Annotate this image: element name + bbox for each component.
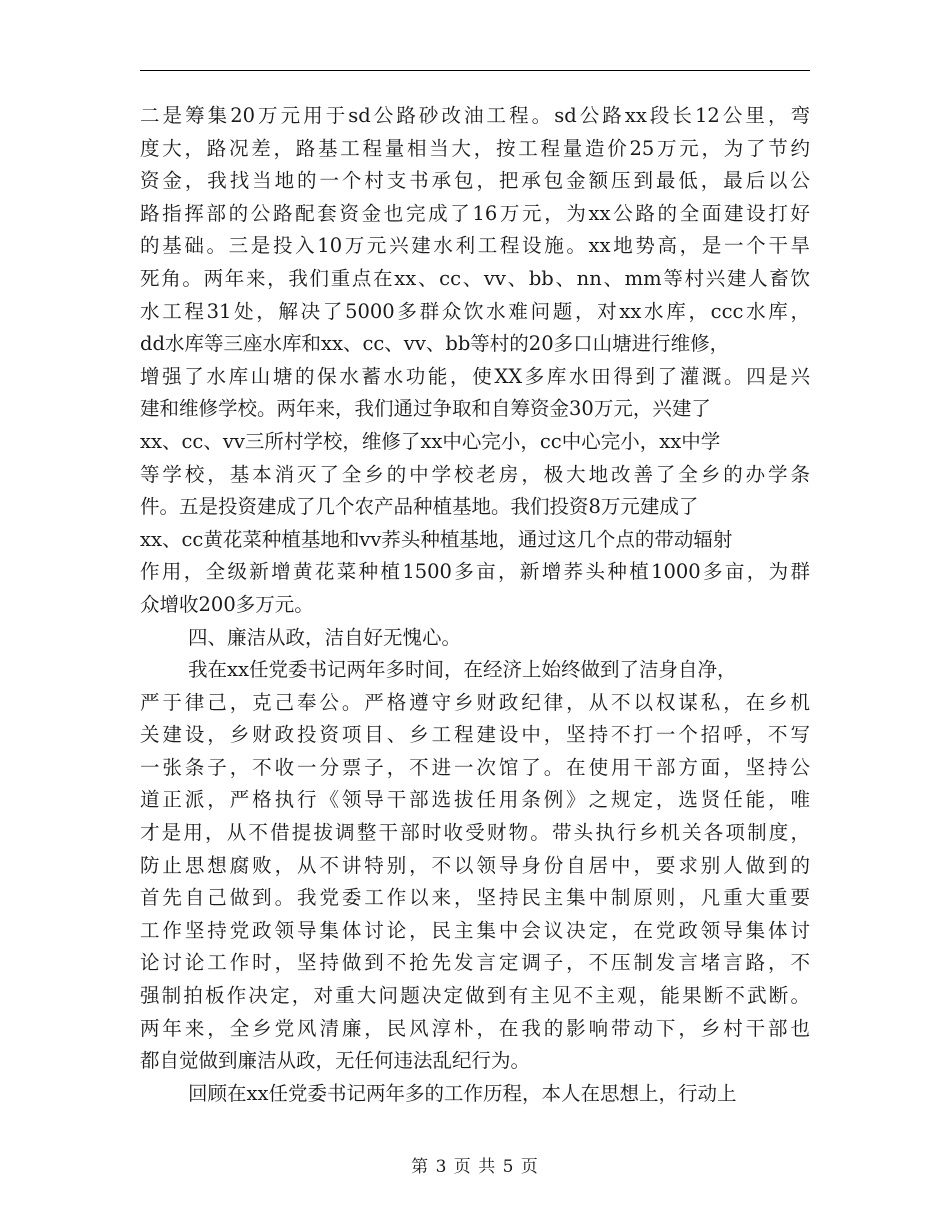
text-line: 的基础。三是投入10万元兴建水利工程设施。xx地势高，是一个干旱 [140, 234, 810, 258]
text-line: 两年来，全乡党风清廉，民风淳朴，在我的影响带动下，乡村干部也 [140, 1016, 810, 1040]
text-line: 关建设，乡财政投资项目、乡工程建设中，坚持不打一个招呼，不写 [140, 723, 810, 747]
text-line: 严于律己，克己奉公。严格遵守乡财政纪律，从不以权谋私，在乡机 [140, 690, 810, 714]
text-line: 度大，路况差，路基工程量相当大，按工程量造价25万元，为了节约 [140, 136, 810, 160]
text-line: 一张条子，不收一分票子，不进一次馆了。在使用干部方面，坚持公 [140, 755, 810, 779]
text-line: 防止思想腐败，从不讲特别，不以领导身份自居中，要求别人做到的 [140, 853, 810, 877]
text-line: 增强了水库山塘的保水蓄水功能，使XX多库水田得到了灌溉。四是兴 [140, 364, 810, 388]
text-line: 资金，我找当地的一个村支书承包，把承包金额压到最低，最后以公 [140, 169, 810, 193]
text-line: 我在xx任党委书记两年多时间，在经济上始终做到了洁身自净， [188, 658, 737, 682]
text-line: 水工程31处，解决了5000多群众饮水难问题，对xx水库，ccc水库， [140, 299, 810, 323]
text-line: 强制拍板作决定，对重大问题决定做到有主见不主观，能果断不武断。 [140, 984, 810, 1008]
text-line: 首先自己做到。我党委工作以来，坚持民主集中制原则，凡重大重要 [140, 886, 810, 910]
text-line: 才是用，从不借提拔调整干部时收受财物。带头执行乡机关各项制度， [140, 821, 810, 845]
text-line: 道正派，严格执行《领导干部选拔任用条例》之规定，选贤任能，唯 [140, 788, 810, 812]
text-line: xx、cc、vv三所村学校，维修了xx中心完小，cc中心完小，xx中学 [140, 429, 721, 453]
text-line: 路指挥部的公路配套资金也完成了16万元，为xx公路的全面建设打好 [140, 201, 810, 225]
text-line: 件。五是投资建成了几个农产品种植基地。我们投资8万元建成了 [140, 495, 699, 519]
text-line: 工作坚持党政领导集体讨论，民主集中会议决定，在党政领导集体讨 [140, 918, 810, 942]
header-rule [140, 70, 810, 71]
text-line: xx、cc黄花菜种植基地和vv荞头种植基地，通过这几个点的带动辐射 [140, 527, 733, 551]
text-line: 众增收200多万元。 [140, 592, 314, 616]
text-line: 回顾在xx任党委书记两年多的工作历程，本人在思想上，行动上 [188, 1081, 737, 1105]
text-line: 作用，全级新增黄花菜种植1500多亩，新增荞头种植1000多亩，为群 [140, 560, 810, 584]
document-body [140, 100, 810, 1110]
text-line: 死角。两年来，我们重点在xx、cc、vv、bb、nn、mm等村兴建人畜饮 [140, 266, 810, 290]
text-line: dd水库等三座水库和xx、cc、vv、bb等村的20多口山塘进行维修， [140, 332, 730, 356]
text-line: 论讨论工作时，坚持做到不抢先发言定调子，不压制发言堵言路，不 [140, 951, 810, 975]
text-line: 建和维修学校。两年来，我们通过争取和自筹资金30万元，兴建了 [140, 397, 711, 421]
text-line: 等学校，基本消灭了全乡的中学校老房，极大地改善了全乡的办学条 [140, 462, 810, 486]
page-number: 第 3 页 共 5 页 [411, 1157, 539, 1177]
text-line: 都自觉做到廉洁从政，无任何违法乱纪行为。 [140, 1049, 531, 1073]
text-line: 二是筹集20万元用于sd公路砂改油工程。sd公路xx段长12公里，弯 [140, 104, 810, 127]
section-heading: 四、廉洁从政，洁自好无愧心。 [188, 625, 462, 649]
